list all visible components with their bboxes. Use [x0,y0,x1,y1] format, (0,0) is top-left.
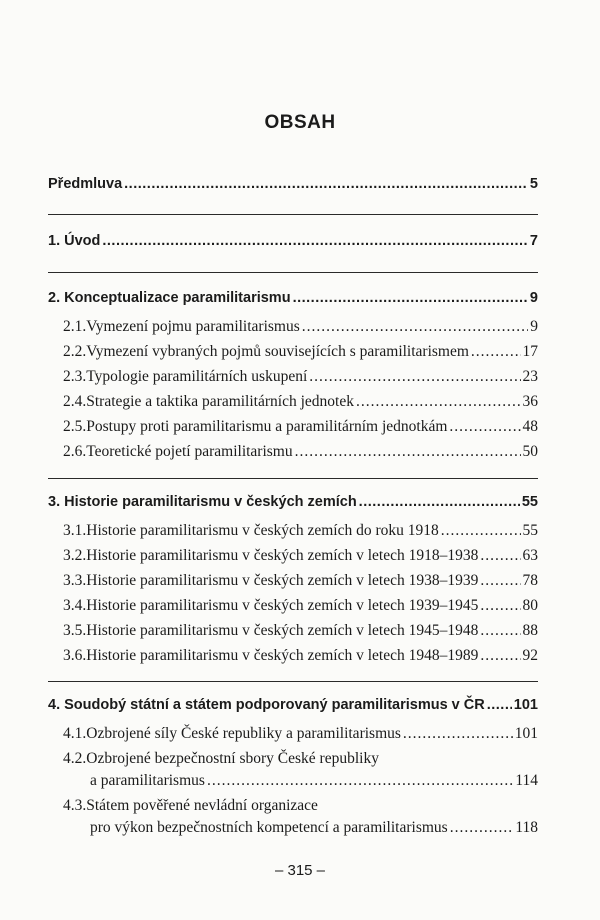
toc-entry-2-3[interactable] [63,368,538,386]
entry-title: Teoretické pojetí paramilitarismu [86,443,293,460]
toc-entry-3-4[interactable] [63,597,538,615]
entry-title: Ozbrojené síly České republiky a paramilitarismus [86,725,401,742]
page-title: OBSAH [264,112,336,133]
section-number: 3.6. [63,647,87,664]
toc-entry-4-2-cont[interactable] [90,772,538,790]
section-divider [48,272,538,273]
entry-title: Strategie a taktika paramilitárních jednotek [86,393,354,410]
section-number: 2.6. [63,443,87,460]
toc-entry-3-6[interactable] [63,647,538,665]
toc-entry-2-2[interactable] [63,343,538,361]
section-number: 4.1. [63,725,87,742]
page-number: 80 [522,597,538,614]
entry-title: Vymezení vybraných pojmů souvisejících s paramilitarismem [86,343,469,360]
section-number: 2.1. [63,318,87,335]
section-number: 3.2. [63,547,87,564]
page-number: 23 [522,368,538,385]
page-number: 7 [529,233,538,249]
entry-title: Historie paramilitarismu v českých zemích do roku 1918 [86,522,439,539]
entry-title: Historie paramilitarismu v českých zemích v letech 1945–1948 [86,622,479,639]
section-number: 3.4. [63,597,87,614]
dot-leader [487,697,512,713]
toc-entry-4-3-cont[interactable] [90,819,538,837]
page-number: 48 [522,418,538,435]
toc-entry-3-5[interactable] [63,622,538,640]
section-divider [48,681,538,682]
dot-leader [480,622,520,640]
dot-leader [356,393,521,411]
page-footer-number: – 315 – [274,862,326,879]
dot-leader [480,547,520,565]
dot-leader [207,772,513,790]
toc-entry-2-1[interactable] [63,318,538,336]
entry-title: Historie paramilitarismu v českých zemích v letech 1939–1945 [86,597,479,614]
toc-entry-4-2[interactable] [63,750,538,768]
entry-title: 2. Konceptualizace paramilitarismu [48,290,291,306]
entry-title: Historie paramilitarismu v českých zemích v letech 1938–1939 [86,572,479,589]
toc-entry-preface[interactable] [48,176,538,192]
entry-title: 1. Úvod [48,233,101,249]
dot-leader [403,725,513,743]
dot-leader [480,572,520,590]
page-number: 36 [522,393,538,410]
section-number: 3.1. [63,522,87,539]
page-number: 118 [515,819,538,836]
entry-title-continued: a paramilitarismus [90,772,205,789]
toc-entry-chapter-4[interactable] [48,697,538,713]
section-divider [48,214,538,215]
toc-entry-4-1[interactable] [63,725,538,743]
dot-leader [302,318,528,336]
toc-entry-3-3[interactable] [63,572,538,590]
entry-title: 4. Soudobý státní a státem podporovaný paramilitarismus v ČR [48,697,485,713]
section-number: 3.5. [63,622,87,639]
toc-entry-2-4[interactable] [63,393,538,411]
section-number: 2.5. [63,418,87,435]
entry-title: Státem pověřené nevládní organizace [86,797,318,814]
toc-entry-2-5[interactable] [63,418,538,436]
page-number: 55 [522,522,538,539]
toc-entry-3-2[interactable] [63,547,538,565]
toc-entry-3-1[interactable] [63,522,538,540]
section-divider [48,478,538,479]
toc-entry-chapter-3[interactable] [48,494,538,510]
page-number: 5 [529,176,538,192]
section-number: 4.2. [63,750,87,767]
page-number: 101 [514,725,538,742]
dot-leader [480,597,520,615]
dot-leader [359,494,520,510]
dot-leader [441,522,521,540]
entry-title: Ozbrojené bezpečnostní sbory České republiky [86,750,379,767]
toc-entry-2-6[interactable] [63,443,538,461]
entry-title: Historie paramilitarismu v českých zemích v letech 1948–1989 [86,647,479,664]
section-number: 2.4. [63,393,87,410]
entry-title: Předmluva [48,176,123,192]
toc-entry-4-3[interactable] [63,797,538,815]
dot-leader [293,290,528,306]
entry-title-continued: pro výkon bezpečnostních kompetencí a paramilitarismus [90,819,448,836]
dot-leader [471,343,521,361]
page-number: 88 [522,622,538,639]
page-number: 50 [522,443,538,460]
page-number: 114 [515,772,538,789]
page-number: 9 [530,318,538,335]
dot-leader [480,647,520,665]
dot-leader [450,819,514,837]
page-number: 9 [529,290,538,306]
toc-entry-chapter-1[interactable] [48,233,538,249]
section-number: 3.3. [63,572,87,589]
dot-leader [102,233,528,249]
page-number: 17 [522,343,538,360]
dot-leader [295,443,521,461]
entry-title: Vymezení pojmu paramilitarismus [86,318,300,335]
dot-leader [124,176,528,192]
page-number: 63 [522,547,538,564]
page-number: 101 [513,697,538,713]
entry-title: 3. Historie paramilitarismu v českých zemích [48,494,357,510]
page-number: 78 [522,572,538,589]
page-number: 92 [522,647,538,664]
dot-leader [309,368,520,386]
section-number: 4.3. [63,797,87,814]
section-number: 2.2. [63,343,87,360]
entry-title: Historie paramilitarismu v českých zemích v letech 1918–1938 [86,547,479,564]
entry-title: Typologie paramilitárních uskupení [86,368,308,385]
page-number: 55 [521,494,538,510]
toc-entry-chapter-2[interactable] [48,290,538,306]
section-number: 2.3. [63,368,87,385]
dot-leader [449,418,520,436]
entry-title: Postupy proti paramilitarismu a paramilitárním jednotkám [86,418,448,435]
